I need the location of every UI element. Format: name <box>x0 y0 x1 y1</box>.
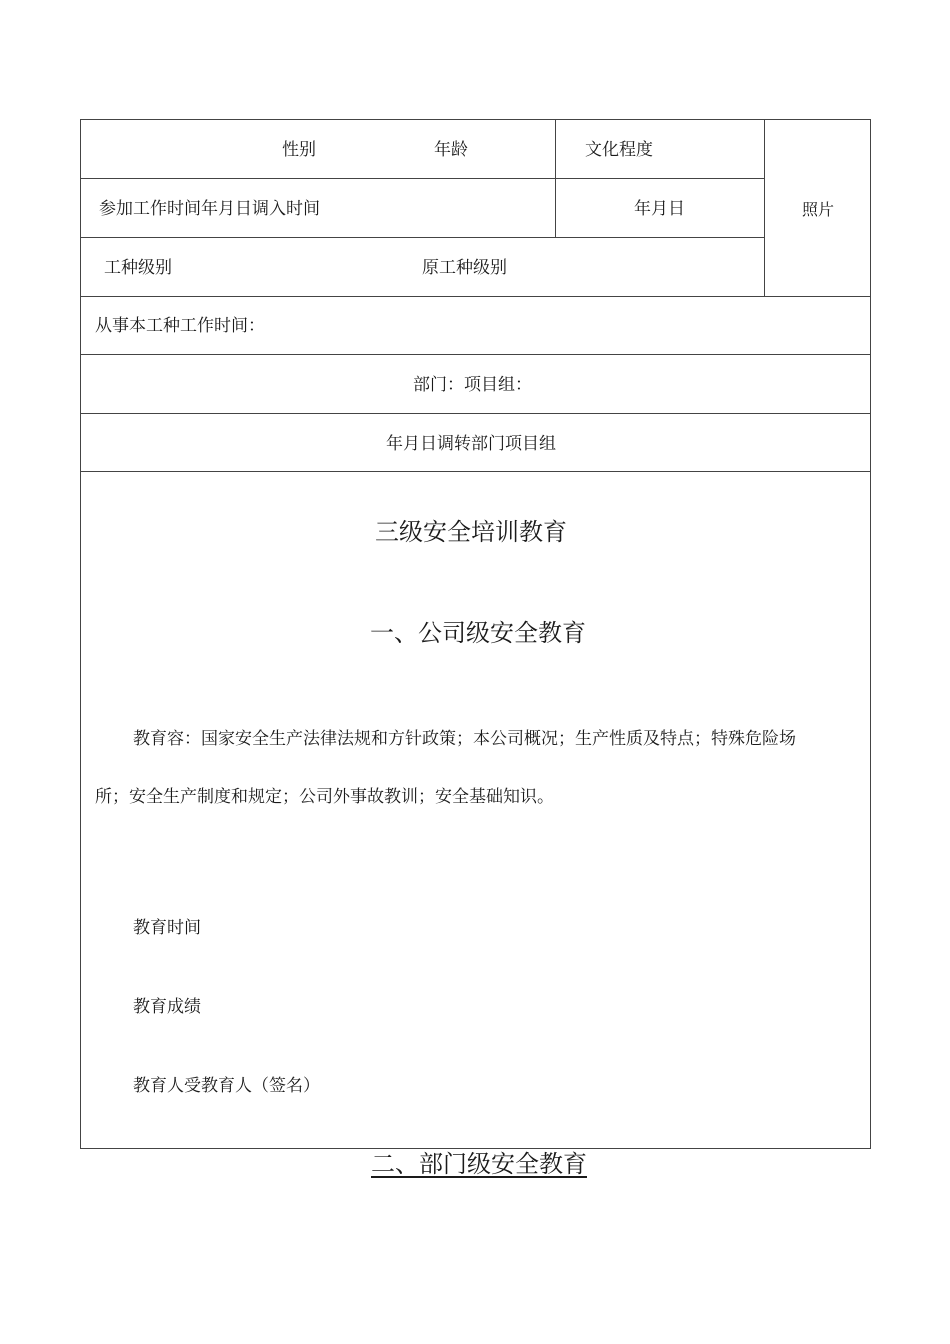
department-project-label: 部门：项目组： <box>413 375 532 395</box>
row-divider <box>80 178 765 179</box>
original-job-grade-label: 原工种级别 <box>422 258 507 278</box>
section-title: 三级安全培训教育 <box>375 518 567 546</box>
age-label: 年龄 <box>434 140 468 160</box>
department-level-heading: 二、部门级安全教育 <box>371 1150 587 1178</box>
photo-placeholder: 照片 <box>802 200 835 219</box>
row-divider <box>80 354 871 355</box>
transfer-department-label: 年月日调转部门项目组 <box>386 434 556 454</box>
current-job-duration-label: 从事本工种工作时间： <box>95 316 265 336</box>
row-divider <box>80 296 871 297</box>
education-content-line-1: 教育容：国家安全生产法律法规和方针政策；本公司概况；生产性质及特点；特殊危险场 <box>133 729 796 749</box>
photo-column-divider <box>764 119 765 297</box>
row-divider <box>80 237 765 238</box>
table-border-left <box>80 119 81 1149</box>
row-divider <box>80 471 871 472</box>
education-signature-label: 教育人受教育人（签名） <box>133 1076 320 1096</box>
table-border-top <box>80 119 871 120</box>
gender-label: 性别 <box>282 140 316 160</box>
transfer-in-date: 年月日 <box>634 199 685 219</box>
education-content-line-2: 所；安全生产制度和规定；公司外事故教训；安全基础知识。 <box>95 787 554 807</box>
row-divider <box>80 413 871 414</box>
table-border-right <box>870 119 871 1149</box>
job-grade-label: 工种级别 <box>104 258 172 278</box>
education-score-label: 教育成绩 <box>133 997 201 1017</box>
company-level-heading: 一、公司级安全教育 <box>370 619 586 647</box>
table-border-bottom <box>80 1148 871 1149</box>
education-time-label: 教育时间 <box>133 918 201 938</box>
work-start-label: 参加工作时间年月日调入时间 <box>99 199 320 219</box>
column-divider <box>555 119 556 238</box>
education-label: 文化程度 <box>585 140 653 160</box>
